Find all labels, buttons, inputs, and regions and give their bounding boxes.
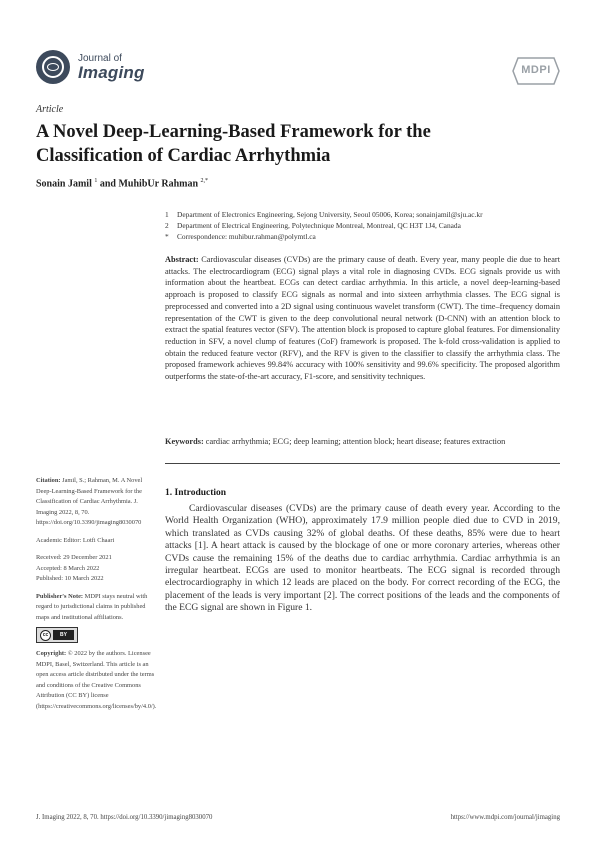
copyright-label: Copyright: bbox=[36, 650, 67, 657]
affiliation-item bbox=[165, 231, 560, 242]
author-affil-mark: 2,* bbox=[200, 178, 209, 184]
received-date: Received: 29 December 2021 bbox=[36, 554, 112, 561]
author-name[interactable]: MuhibUr Rahman bbox=[118, 178, 199, 190]
affiliation-item bbox=[165, 209, 560, 220]
affiliation-text: Department of Electrical Engineering, Polytechnique Montreal, Montreal, QC H3T 1J4, Canada bbox=[177, 221, 461, 230]
journal-emblem-icon bbox=[36, 50, 70, 84]
abstract bbox=[165, 254, 560, 383]
accepted-date: Accepted: 8 March 2022 bbox=[36, 564, 100, 572]
abstract-label: Abstract: bbox=[165, 255, 199, 264]
author-conjunction: and bbox=[99, 178, 119, 190]
academic-editor: Academic Editor: Lotfi Chaari bbox=[36, 536, 115, 544]
mdpi-logo[interactable] bbox=[512, 56, 560, 86]
keywords-label: Keywords: bbox=[165, 437, 204, 446]
author-affil-mark: 1 bbox=[94, 178, 98, 184]
section-heading: 1. Introduction bbox=[165, 488, 227, 498]
affiliation-mark: 1 bbox=[165, 210, 169, 219]
publisher-name: MDPI bbox=[521, 64, 551, 76]
abstract-text: Cardiovascular diseases (CVDs) are the primary cause of death. Every year, many people die due to heart attacks. The electrocardiogram (ECG) signal plays a vital role in diagnosing CVDs. ECG signals provide us with information about the heartbeat. ECGs can detect cardiac arrhythmia. In this article, a novel deep-learning-based approach is proposed to classify ECG signals as normal and into sixteen arrhythmia classes. The ECG signal is preprocessed and converted into a 2D signal using continuous wavelet transform (CWT). The time–frequency domain representation of the CWT is given to the deep convolutional neural network (D-CNN) with an attention block to extract the spatial features vector (SFV). The attention block is proposed to capture global features. For dimensionality reduction in SFV, a novel clump of features (CoF) framework is proposed. The k-fold cross-validation is applied to obtain the reduced feature vector (RFV), and the RFV is given to the classifier to classify the arrhythmia class. The proposed framework achieves 99.84% accuracy with 100% sensitivity and 99.6% specificity. The proposed algorithm outperforms the state-of-the-art accuracy, F1-score, and sensitivity techniques. bbox=[165, 255, 560, 382]
article-type: Article bbox=[36, 104, 64, 115]
journal-logo[interactable] bbox=[36, 50, 145, 86]
footer-journal-url[interactable]: https://www.mdpi.com/journal/jimaging bbox=[450, 814, 560, 821]
published-date: Published: 10 March 2022 bbox=[36, 575, 104, 582]
author-name[interactable]: Sonain Jamil bbox=[36, 178, 92, 190]
introduction-paragraph: Cardiovascular diseases (CVDs) are the primary cause of death every year. According to the World Health Organization (WHO), approximately 17.9 million people died due to CVD in 2019, which translated as CVDs causing 32% of global deaths. Of these deaths, 85% were due to heart attacks [1]. A heart attack is caused by the blockage of one or more coronary arteries, whereas other CVDs cause the remaining 15% of the deaths due to cardiac arrhythmia. Cardiac arrhythmia is an irregular heartbeat. ECGs are used to monitor heartbeats. The ECG signal is recorded through electrocardiography in which 12 leads are placed on the body. For correct recording of the ECG, the placement of the leads is very important [2]. The correct positions of the leads and the components of the ECG signal are shown in Figure 1. bbox=[165, 503, 560, 614]
article-title: A Novel Deep-Learning-Based Framework for the Classification of Cardiac Arrhythmia bbox=[36, 122, 431, 166]
cc-by-license-badge[interactable] bbox=[36, 627, 78, 643]
sidebar bbox=[36, 476, 156, 712]
citation bbox=[36, 476, 156, 529]
cc-icon: cc bbox=[40, 630, 51, 641]
copyright bbox=[36, 649, 156, 712]
copyright-text: © 2022 by the authors. Licensee MDPI, Basel, Switzerland. This article is an open access article distributed under the terms and conditions of the Creative Commons Attribution (CC BY) license (https://creativecommons.org/licenses/by/4.0/). bbox=[36, 650, 157, 710]
correspondence-text[interactable]: Correspondence: muhibur.rahman@polymtl.ca bbox=[177, 232, 316, 241]
citation-label: Citation: bbox=[36, 477, 61, 484]
publisher-note-text: MDPI stays neutral with regard to jurisdictional claims in published maps and institutional affiliations. bbox=[36, 592, 148, 621]
affiliation-text: Department of Electronics Engineering, Sejong University, Seoul 05006, Korea; sonainjamil@sju.ac.kr bbox=[177, 210, 483, 219]
publisher-note bbox=[36, 592, 156, 624]
authors bbox=[36, 178, 208, 189]
affiliations bbox=[165, 209, 560, 242]
footer-citation[interactable]: J. Imaging 2022, 8, 70. https://doi.org/10.3390/jimaging8030070 bbox=[36, 814, 213, 821]
keywords bbox=[165, 436, 560, 448]
publisher-note-label: Publisher's Note: bbox=[36, 592, 84, 600]
affiliation-mark: * bbox=[165, 232, 169, 241]
by-icon: BY bbox=[53, 630, 74, 640]
affiliation-item bbox=[165, 220, 560, 231]
journal-of-label: Journal of bbox=[78, 53, 122, 64]
citation-text[interactable]: Jamil, S.; Rahman, M. A Novel Deep-Learning-Based Framework for the Classification of Cardiac Arrhythmia. J. Imaging 2022, 8, 70. https://doi.org/10.3390/jimaging8030070 bbox=[36, 477, 143, 526]
section-divider bbox=[165, 463, 560, 464]
journal-name: Imaging bbox=[78, 63, 145, 82]
keywords-text: cardiac arrhythmia; ECG; deep learning; attention block; heart disease; features extraction bbox=[205, 437, 506, 446]
affiliation-mark: 2 bbox=[165, 221, 169, 230]
